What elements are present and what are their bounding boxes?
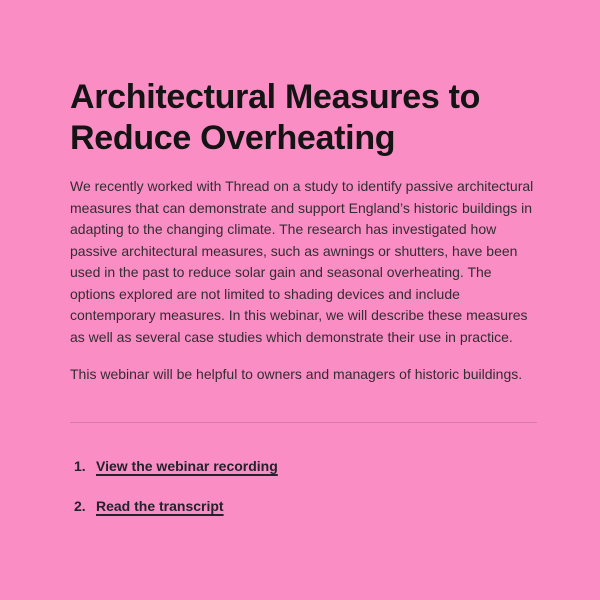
list-item	[74, 496, 537, 518]
list-number: 2.	[74, 498, 86, 514]
intro-paragraph: We recently worked with Thread on a study to identify passive architectural measures that can demonstrate and support England’s historic buildings in adapting to the changing climate. The research has investigated how passive architectural measures, such as awnings or shutters, have been used in the past to reduce solar gain and seasonal overheating. The options explored are not limited to shading devices and include contemporary measures. In this webinar, we will describe these measures as well as several case studies which demonstrate their use in practice.	[70, 178, 534, 345]
webinar-recording-link[interactable]: View the webinar recording	[96, 457, 278, 474]
resource-link-list	[74, 456, 537, 518]
section-divider	[70, 422, 537, 423]
list-item	[74, 456, 537, 478]
transcript-link[interactable]: Read the transcript	[96, 498, 224, 514]
page-title: Architectural Measures to Reduce Overheating	[70, 78, 481, 157]
list-number: 1.	[74, 457, 86, 474]
audience-paragraph: This webinar will be helpful to owners and managers of historic buildings.	[70, 366, 523, 382]
